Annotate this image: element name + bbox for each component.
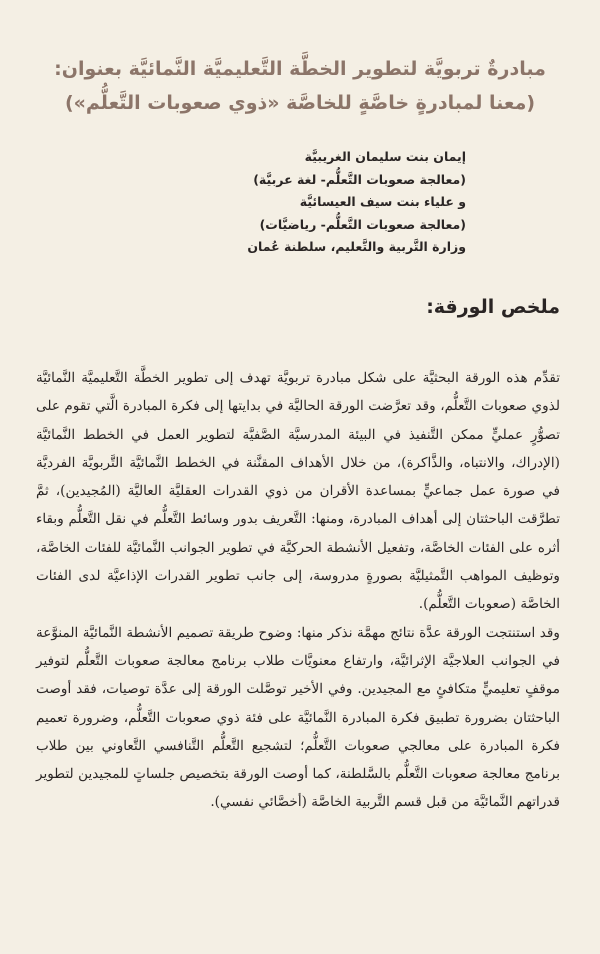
author-role-1: (معالجة صعوبات التَّعلُّم- لغة عربيَّة)	[253, 171, 466, 187]
summary-paragraph-1: تقدِّم هذه الورقة البحثيَّة على شكل مبادرة تربويَّة تهدف إلى تطوير الخطَّة التَّعليميَّة النَّمائيَّة لذوي صعوبات التَّعلُّم، وقد تعرَّضت الورقة الحاليَّة في بدايتها إلى فكرة المبادرة الَّتي تقوم على تصوُّرٍ عمليٍّ ممكن التَّنفيذ في البيئة المدرسيَّة الصَّفيَّة لتطوير العمل في الخطط النَّمائيَّة (الإدراك، والانتباه، والذَّاكرة)، من خلال الأهداف المقنَّنة في الخطط النَّمائيَّة التَّربويَّة الفرديَّة في صورة عمل جماعيٍّ بمساعدة الأقران من ذوي القدرات العقليَّة العاليَّة (المُجيدين)، ثمَّ تطرَّقت الباحثتان إلى أهداف المبادرة، ومنها: التَّعريف بدور وسائط التَّعلُّم في نقل التَّعلُّم وبقاء أثره على الفئات الخاصَّة، وتفعيل الأنشطة الحركيَّة في تطوير الجوانب النَّمائيَّة للفئات الخاصَّة، وتوظيف المواهب التَّمثيليَّة بصورةٍ مدروسة، إلى جانب تطوير القدرات الإذاعيَّة لدى الفئات الخاصَّة (صعوبات التَّعلُّم).	[36, 370, 560, 613]
author-affiliation: وزارة التَّربية والتَّعليم، سلطنة عُمان	[247, 239, 466, 254]
summary-heading: ملخص الورقة:	[426, 296, 560, 318]
summary-paragraph-2: وقد استنتجت الورقة عدَّة نتائج مهمَّة نذكر منها: وضوح طريقة تصميم الأنشطة النَّمائيَّة المنوَّعة في الجوانب العلاجيَّة الإثرائيَّة، وارتفاع معنويَّات طلاب برنامج معالجة صعوبات التَّعلُّم لتوفير موقفٍ تعليميٍّ متكافئٍ مع المجيدين. وفي الأخير توصَّلت الورقة إلى عدَّة توصيات، فقد أوصت الباحثتان بضرورة تطبيق فكرة المبادرة النَّمائيَّة على فئة ذوي صعوبات التَّعلُّم، وضرورة تعميم فكرة المبادرة على معالجي صعوبات التَّعلُّم؛ لتشجيع التَّعلُّم التَّنافسي التَّعاوني بين طلاب برنامج معالجة صعوبات التَّعلُّم بالسَّلطنة، كما أوصت الورقة بتخصيص جلساتٍ للمجيدين لتطوير قدراتهم النَّمائيَّة من قبل قسم التَّربية الخاصَّة (أخصَّائي نفسي).	[36, 624, 560, 811]
title-line-2: (معنا لمبادرةٍ خاصَّةٍ للخاصَّة «ذوي صعوبات التَّعلُّم»)	[64, 92, 536, 114]
author-name-1: إيمان بنت سليمان الغريبيَّة	[304, 149, 466, 164]
summary-body	[36, 364, 560, 817]
paper-title	[30, 52, 570, 120]
author-name-2: و علياء بنت سيف العيسائيَّة	[299, 194, 466, 209]
title-line-1: مبادرةٌ تربويَّة لتطوير الخطَّة التَّعليميَّة النَّمائيَّة بعنوان:	[54, 58, 546, 80]
author-role-2: (معالجة صعوبات التَّعلُّم- رياضيَّات)	[259, 216, 466, 232]
author-block	[40, 146, 466, 259]
